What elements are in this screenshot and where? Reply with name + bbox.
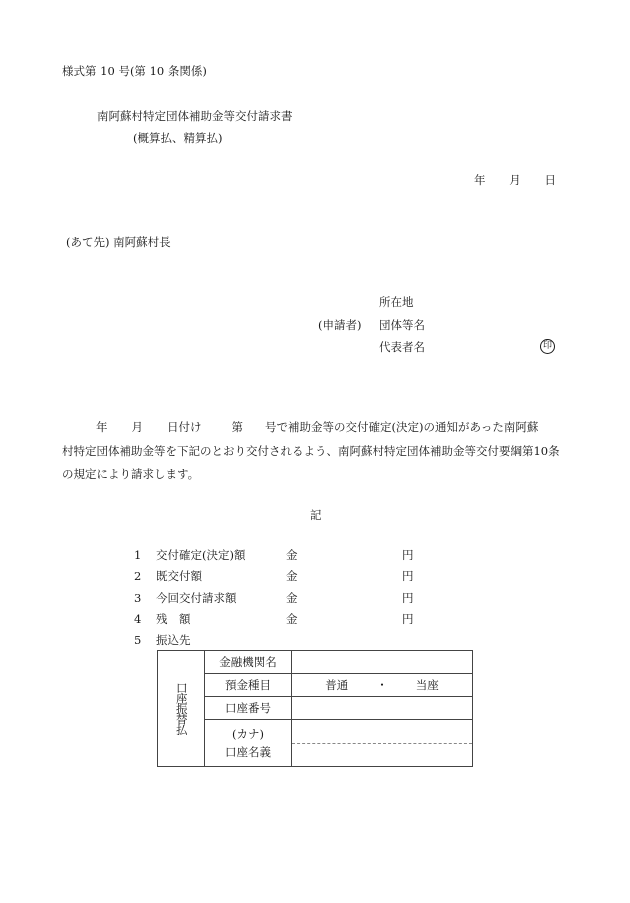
- body-line-3: の規定により請求します。: [62, 467, 200, 481]
- group-label: 口座振替払: [174, 682, 189, 735]
- body-line-2: 村特定団体補助金等を下記のとおり交付されるよう、南阿蘇村特定団体補助金等交付要綱第10条: [62, 443, 560, 458]
- account-type-checking[interactable]: 当座: [415, 678, 439, 692]
- org-name-label[interactable]: 団体等名: [379, 318, 425, 332]
- item-amount-prefix[interactable]: 金: [286, 548, 298, 562]
- item-label: 今回交付請求額: [156, 591, 237, 605]
- item-label: 交付確定(決定)額: [156, 548, 246, 562]
- item-label: 既交付額: [156, 569, 202, 583]
- item-number: 1: [134, 548, 142, 562]
- body-day[interactable]: 日付け: [167, 420, 202, 434]
- item-number: 4: [134, 612, 142, 626]
- account-type-cell: [292, 674, 473, 697]
- account-number-field[interactable]: [292, 697, 473, 720]
- row-label: 預金種目: [205, 674, 292, 697]
- bank-name-field[interactable]: [292, 651, 473, 674]
- account-holder-field[interactable]: [292, 720, 473, 767]
- item-number: 5: [134, 633, 142, 647]
- account-type-separator: ・: [376, 678, 388, 692]
- account-holder-label: 口座名義: [225, 745, 271, 759]
- document-subtitle: (概算払、精算払): [133, 131, 223, 145]
- group-label-cell: [158, 651, 205, 767]
- item-number: 2: [134, 569, 142, 583]
- item-amount-prefix[interactable]: 金: [286, 612, 298, 626]
- table-row: [158, 697, 473, 720]
- item-number: 3: [134, 591, 142, 605]
- date-line: [474, 175, 556, 187]
- request-body-text: [62, 416, 576, 487]
- date-year[interactable]: 年: [474, 173, 486, 187]
- row-label: [205, 720, 292, 767]
- kana-label: (カナ): [232, 727, 264, 741]
- item-amount-suffix: 円: [402, 591, 414, 605]
- table-row: [158, 720, 473, 767]
- addressee: (あて先) 南阿蘇村長: [66, 235, 171, 249]
- item-amount-suffix: 円: [402, 548, 414, 562]
- bank-transfer-table: [157, 650, 473, 767]
- address-label[interactable]: 所在地: [379, 295, 414, 309]
- body-line-1-rest: 号で補助金等の交付確定(決定)の通知があった南阿蘇: [265, 420, 539, 434]
- item-amount-suffix: 円: [402, 569, 414, 583]
- document-title: 南阿蘇村特定団体補助金等交付請求書: [97, 109, 293, 123]
- item-label: 振込先: [156, 633, 191, 647]
- date-month[interactable]: 月: [509, 173, 521, 187]
- body-number-prefix[interactable]: 第: [231, 420, 243, 434]
- seal-icon: 印: [540, 339, 555, 354]
- body-line-1: [62, 416, 576, 440]
- date-day[interactable]: 日: [544, 173, 556, 187]
- item-amount-prefix[interactable]: 金: [286, 569, 298, 583]
- body-year[interactable]: 年: [96, 420, 108, 434]
- body-month[interactable]: 月: [131, 420, 143, 434]
- representative-label[interactable]: 代表者名: [379, 340, 425, 354]
- applicant-role: (申請者): [318, 318, 362, 332]
- item-label: 残 額: [156, 612, 191, 626]
- item-amount-prefix[interactable]: 金: [286, 591, 298, 605]
- account-type-ordinary[interactable]: 普通: [325, 678, 349, 692]
- item-amount-suffix: 円: [402, 612, 414, 626]
- ki-heading: 記: [310, 508, 322, 522]
- kana-divider: [292, 743, 472, 744]
- row-label: 金融機関名: [205, 651, 292, 674]
- table-row: [158, 651, 473, 674]
- form-number: 様式第 10 号(第 10 条関係): [62, 64, 207, 78]
- table-row: [158, 674, 473, 697]
- row-label: 口座番号: [205, 697, 292, 720]
